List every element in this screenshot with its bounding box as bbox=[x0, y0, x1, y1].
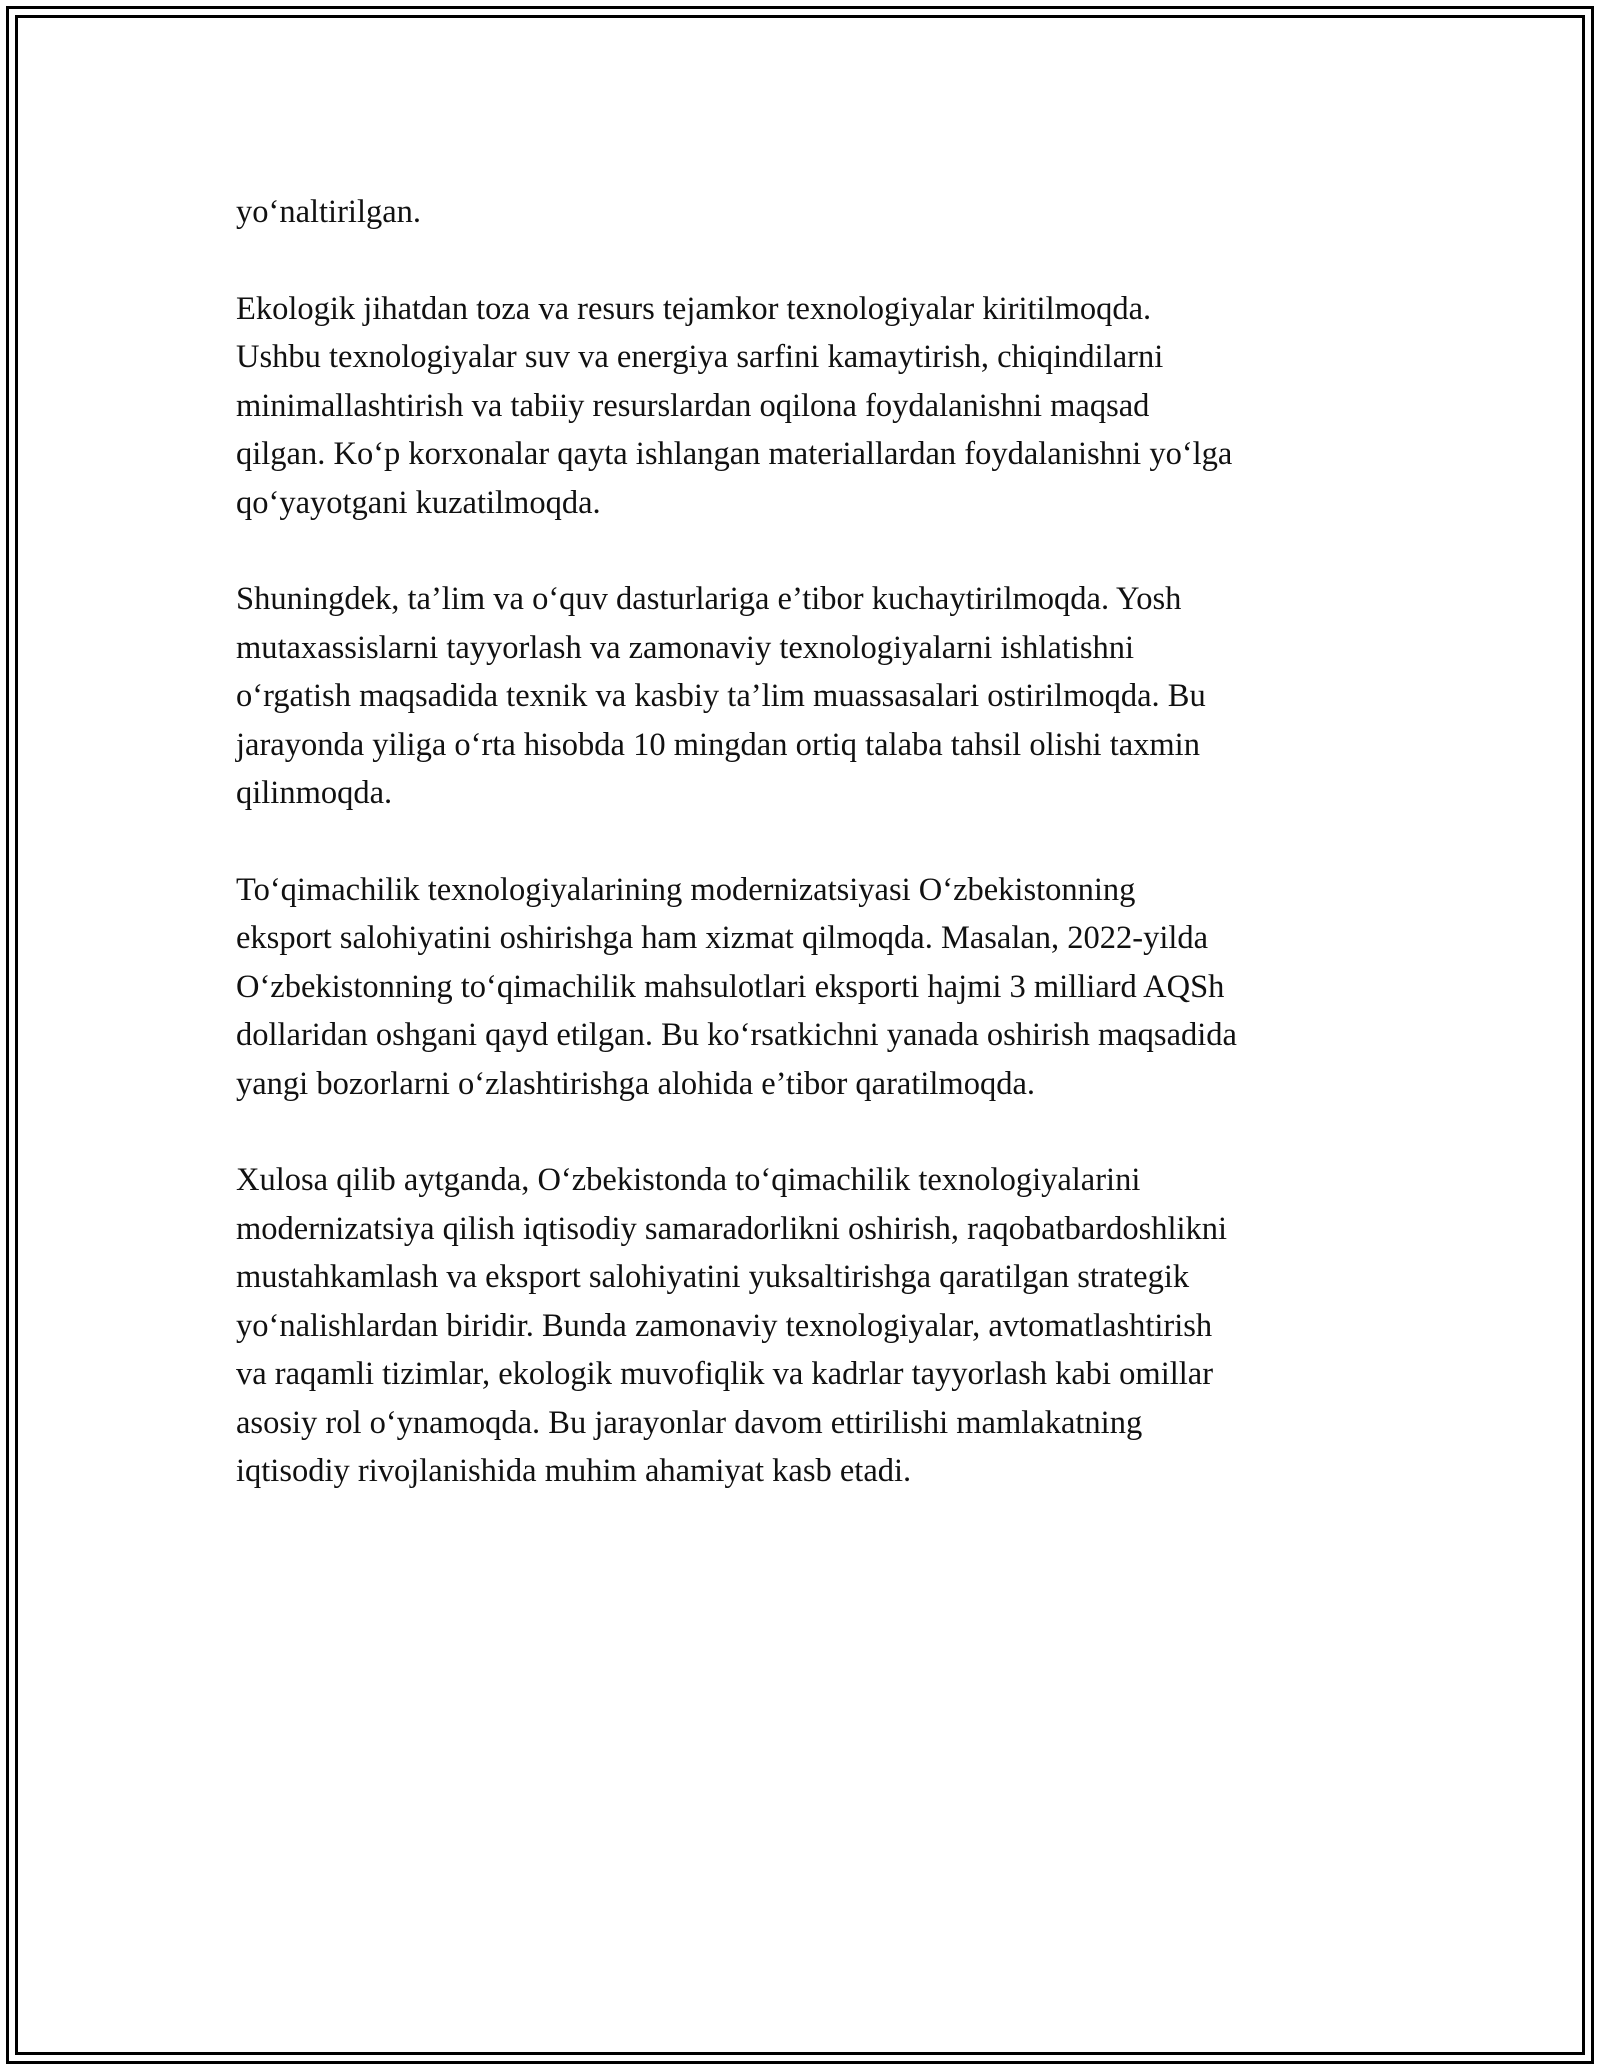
paragraph-export-potential: To‘qimachilik texnologiyalarining modernizatsiyasi O‘zbekistonning eksport salohiyatini oshirishga ham xizmat qilmoqda. Masalan, 2022-yilda O‘zbekistonning to‘qimachilik mahsulotlari eksporti hajmi 3 milliard AQSh dollaridan oshgani qayd etilgan. Bu ko‘rsatkichni yanada oshirish maqsadida yangi bozorlarni o‘zlashtirishga alohida e’tibor qaratilmoqda. bbox=[236, 871, 1237, 1102]
document-body bbox=[236, 188, 1366, 1544]
paragraph-conclusion: Xulosa qilib aytganda, O‘zbekistonda to‘qimachilik texnologiyalarini modernizatsiya qilish iqtisodiy samaradorlikni oshirish, raqobatbardoshlikni mustahkamlash va eksport salohiyatini yuksaltirishga qaratilgan strategik yo‘nalishlardan biridir. Bunda zamonaviy texnologiyalar, avtomatlashtirish va raqamli tizimlar, ekologik muvofiqlik va kadrlar tayyorlash kabi omillar asosiy rol o‘ynamoqda. Bu jarayonlar davom ettirilishi mamlakatning iqtisodiy rivojlanishida muhim ahamiyat kasb etadi. bbox=[236, 1162, 1228, 1489]
paragraph-ecological-technologies: Ekologik jihatdan toza va resurs tejamkor texnologiyalar kiritilmoqda. Ushbu texnologiyalar suv va energiya sarfini kamaytirish, chiqindilarni minimallashtirish va tabiiy resurslardan oqilona foydalanishni maqsad qilgan. Ko‘p korxonalar qayta ishlangan materiallardan foydalanishni yo‘lga qo‘yayotgani kuzatilmoqda. bbox=[236, 290, 1233, 521]
paragraph-continuation: yo‘naltirilgan. bbox=[236, 194, 422, 230]
paragraph-education-programs: Shuningdek, ta’lim va o‘quv dasturlariga e’tibor kuchaytirilmoqda. Yosh mutaxassislarni tayyorlash va zamonaviy texnologiyalarni ishlatishni o‘rgatish maqsadida texnik va kasbiy ta’lim muassasalari ostirilmoqda. Bu jarayonda yiliga o‘rta hisobda 10 mingdan ortiq talaba tahsil olishi taxmin qilinmoqda. bbox=[236, 581, 1206, 811]
